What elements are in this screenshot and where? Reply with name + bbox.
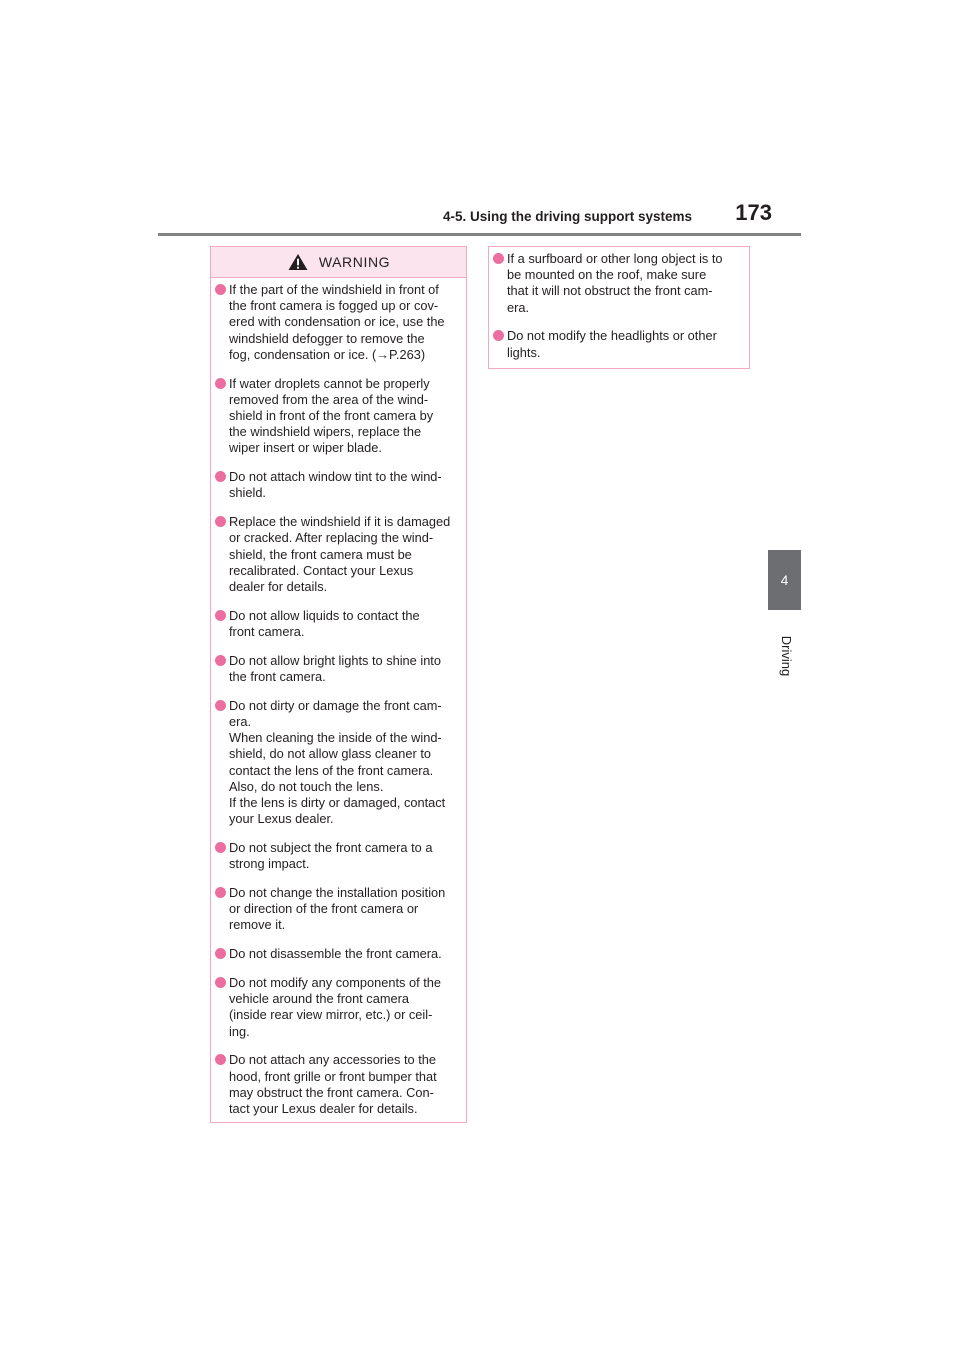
bullet-dot-icon — [215, 471, 226, 482]
warning-item: Do not allow liquids to contact the front camera. — [215, 608, 455, 640]
warning-item: If a surfboard or other long object is to be mounted on the roof, make sure that it will not obstruct the front cam- era. — [493, 251, 738, 316]
header-divider — [158, 233, 801, 236]
warning-header — [211, 247, 466, 278]
bullet-dot-icon — [215, 842, 226, 853]
bullet-dot-icon — [215, 610, 226, 621]
bullet-dot-icon — [215, 700, 226, 711]
bullet-dot-icon — [215, 948, 226, 959]
warning-item: Do not modify the headlights or other lights. — [493, 328, 738, 360]
warning-triangle-icon — [287, 253, 309, 271]
warning-item: If water droplets cannot be properly removed from the area of the wind- shield in front of the front camera by the windshield wipers, replace the wiper insert or wiper blade. — [215, 376, 455, 457]
warning-item: Do not subject the front camera to a strong impact. — [215, 840, 455, 872]
warning-item: Do not change the installation position or direction of the front camera or remove it. — [215, 885, 455, 934]
warning-continued-list — [489, 247, 749, 361]
warning-item: Do not allow bright lights to shine into the front camera. — [215, 653, 455, 685]
bullet-dot-icon — [215, 977, 226, 988]
warning-item: Do not dirty or damage the front cam- era. When cleaning the inside of the wind- shield, do not allow glass cleaner to contact the lens of the front camera. Also, do not touch the lens. If the lens is dirty or damaged, contact your Lexus dealer. — [215, 698, 455, 828]
chapter-label: Driving — [779, 635, 794, 677]
chapter-number: 4 — [780, 572, 789, 588]
warning-item: Do not attach window tint to the wind- shield. — [215, 469, 455, 501]
warning-item: Do not modify any components of the vehicle around the front camera (inside rear view mirror, etc.) or ceil- ing. — [215, 975, 455, 1040]
bullet-dot-icon — [215, 887, 226, 898]
section-title: 4-5. Using the driving support systems — [442, 209, 692, 224]
warning-item: Replace the windshield if it is damaged or cracked. After replacing the wind- shield, the front camera must be recalibrated. Contact your Lexus dealer for details. — [215, 514, 455, 595]
page-number: 173 — [735, 200, 772, 225]
warning-item: Do not disassemble the front camera. — [215, 946, 455, 962]
warning-list — [211, 278, 466, 1117]
warning-item: Do not attach any accessories to the hood, front grille or front bumper that may obstruct the front camera. Con- tact your Lexus dealer for details. — [215, 1052, 455, 1117]
bullet-dot-icon — [215, 378, 226, 389]
bullet-dot-icon — [493, 330, 504, 341]
bullet-dot-icon — [215, 516, 226, 527]
bullet-dot-icon — [493, 253, 504, 264]
warning-box — [210, 246, 467, 1123]
warning-continued-box — [488, 246, 750, 369]
bullet-dot-icon — [215, 284, 226, 295]
warning-item: If the part of the windshield in front of the front camera is fogged up or cov- ered with condensation or ice, use the windshield defogger to remove the fog, condensation or ice. (→P.263) — [215, 282, 455, 363]
warning-title: WARNING — [318, 254, 391, 270]
bullet-dot-icon — [215, 1054, 226, 1065]
bullet-dot-icon — [215, 655, 226, 666]
